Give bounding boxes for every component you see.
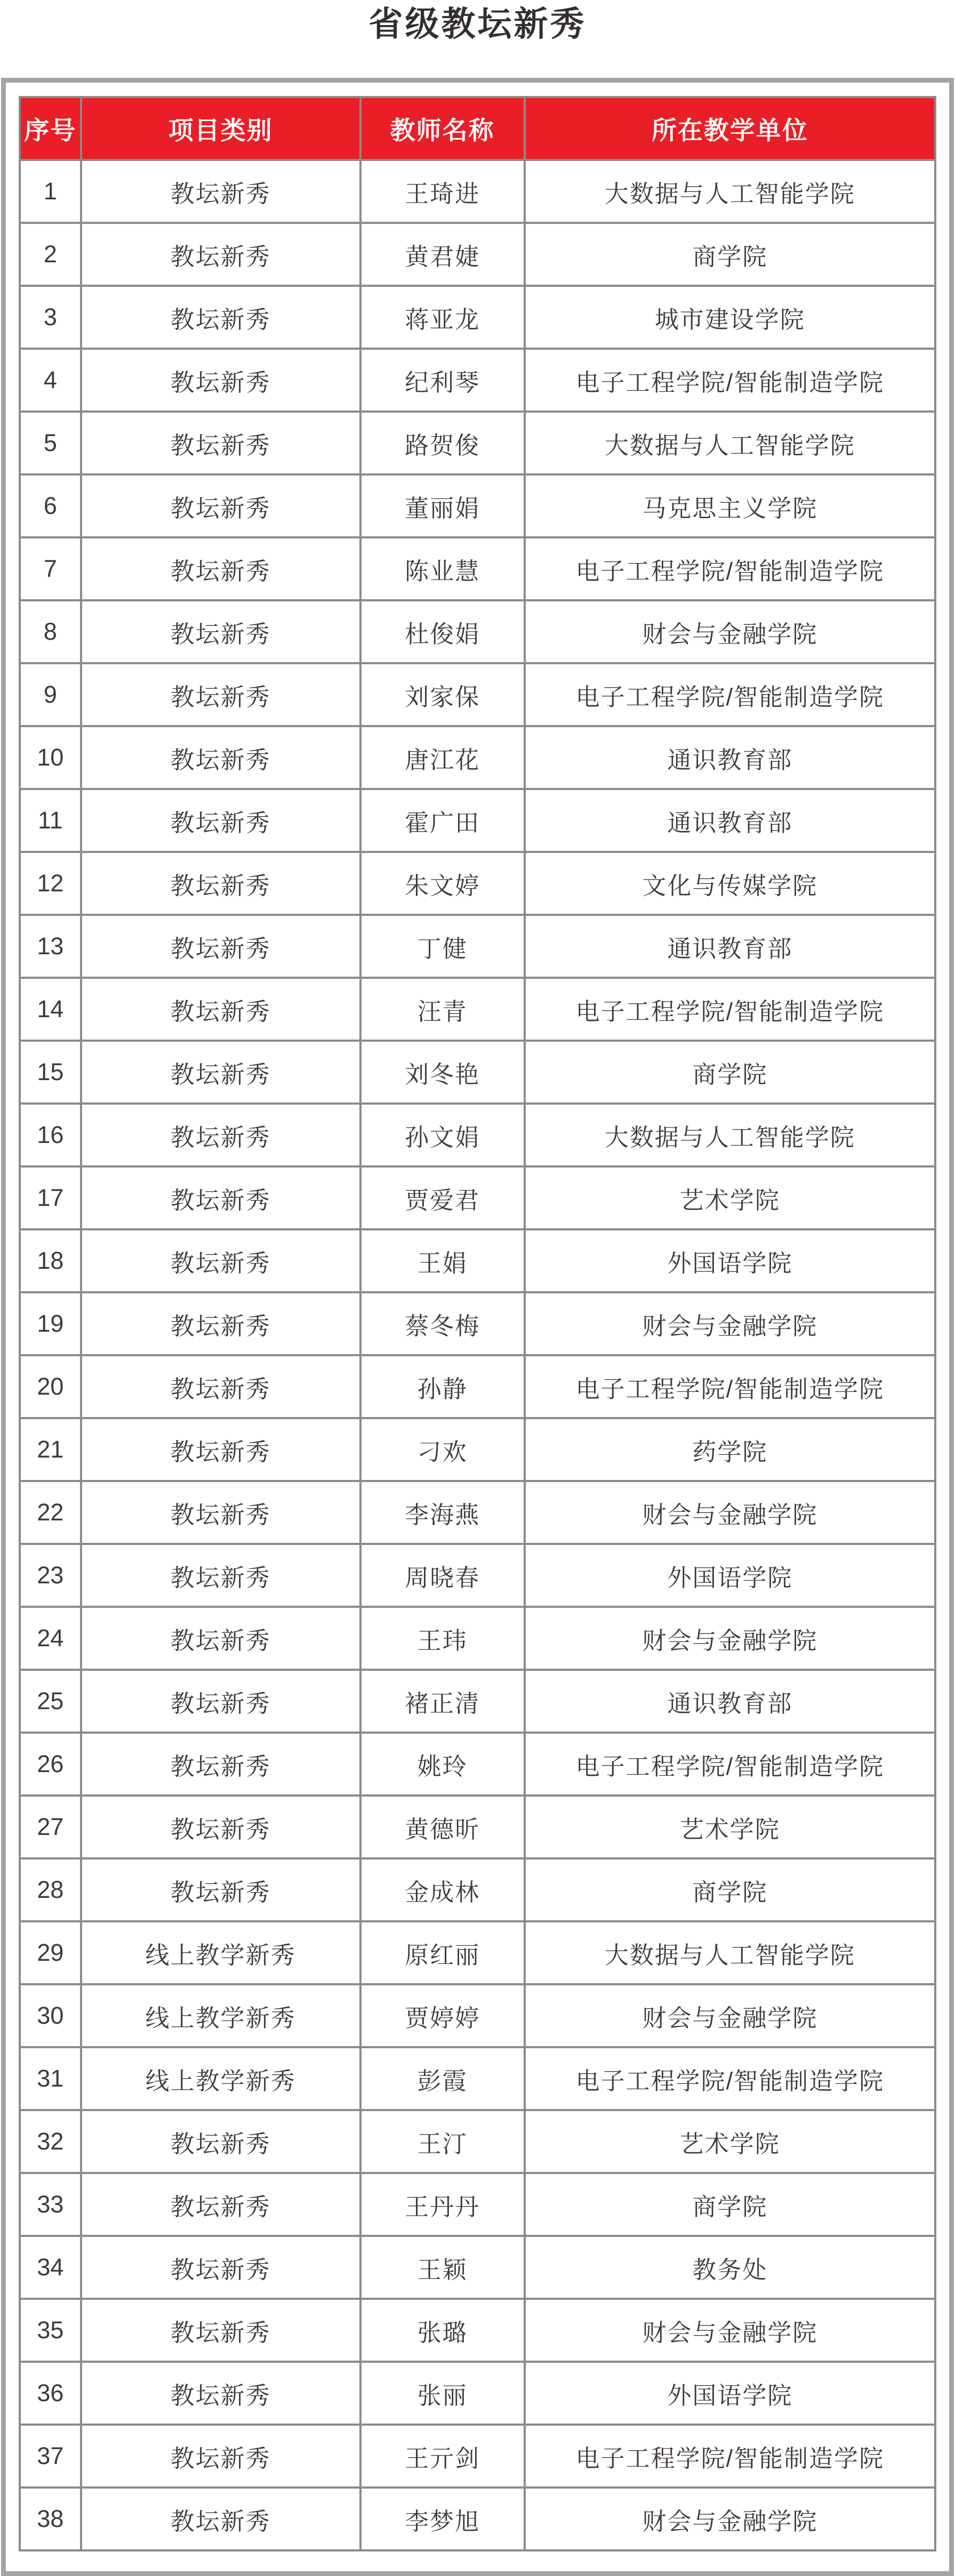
- unit-cell: 商学院: [525, 223, 935, 286]
- category-cell: 教坛新秀: [81, 2299, 360, 2362]
- unit-cell: 电子工程学院/智能制造学院: [525, 537, 935, 600]
- row-number-cell: 1: [20, 160, 81, 223]
- header-row: [20, 97, 935, 160]
- teacher-name-cell: 蔡冬梅: [360, 1292, 525, 1355]
- teacher-name-cell: 褚正清: [360, 1670, 525, 1733]
- unit-cell: 艺术学院: [525, 2110, 935, 2173]
- category-cell: 教坛新秀: [81, 978, 360, 1041]
- row-number-cell: 11: [20, 789, 81, 852]
- unit-cell: 艺术学院: [525, 1166, 935, 1229]
- unit-cell: 大数据与人工智能学院: [525, 412, 935, 474]
- category-cell: 教坛新秀: [81, 1166, 360, 1229]
- row-number-cell: 4: [20, 349, 81, 412]
- row-number-cell: 27: [20, 1796, 81, 1858]
- row-number-cell: 33: [20, 2173, 81, 2236]
- category-cell: 教坛新秀: [81, 1733, 360, 1796]
- row-number-cell: 3: [20, 286, 81, 349]
- teacher-name-cell: 陈业慧: [360, 537, 525, 600]
- category-cell: 教坛新秀: [81, 915, 360, 978]
- category-cell: 教坛新秀: [81, 663, 360, 726]
- unit-cell: 电子工程学院/智能制造学院: [525, 1355, 935, 1418]
- teacher-name-cell: 周晓春: [360, 1544, 525, 1607]
- teacher-name-cell: 李梦旭: [360, 2488, 525, 2550]
- unit-cell: 财会与金融学院: [525, 2488, 935, 2550]
- unit-cell: 城市建设学院: [525, 286, 935, 349]
- row-number-cell: 24: [20, 1607, 81, 1670]
- award-table: [19, 96, 936, 2551]
- teacher-name-cell: 金成林: [360, 1858, 525, 1921]
- row-number-cell: 37: [20, 2425, 81, 2488]
- table-body: [20, 160, 935, 2550]
- table-row: [20, 537, 935, 600]
- table-header: [20, 97, 935, 160]
- category-cell: 教坛新秀: [81, 1355, 360, 1418]
- unit-cell: 马克思主义学院: [525, 474, 935, 537]
- row-number-cell: 23: [20, 1544, 81, 1607]
- teacher-name-cell: 王琦进: [360, 160, 525, 223]
- category-cell: 教坛新秀: [81, 1481, 360, 1544]
- category-cell: 线上教学新秀: [81, 2047, 360, 2110]
- category-cell: 教坛新秀: [81, 1104, 360, 1166]
- table-row: [20, 978, 935, 1041]
- category-cell: 教坛新秀: [81, 2236, 360, 2299]
- unit-cell: 财会与金融学院: [525, 1607, 935, 1670]
- unit-cell: 通识教育部: [525, 1670, 935, 1733]
- teacher-name-cell: 王汀: [360, 2110, 525, 2173]
- category-cell: 教坛新秀: [81, 1858, 360, 1921]
- teacher-name-cell: 孙静: [360, 1355, 525, 1418]
- category-cell: 教坛新秀: [81, 852, 360, 915]
- row-number-cell: 29: [20, 1921, 81, 1984]
- teacher-name-cell: 刁欢: [360, 1418, 525, 1481]
- unit-cell: 大数据与人工智能学院: [525, 1104, 935, 1166]
- row-number-cell: 17: [20, 1166, 81, 1229]
- unit-cell: 财会与金融学院: [525, 1481, 935, 1544]
- row-number-cell: 8: [20, 600, 81, 663]
- table-row: [20, 2173, 935, 2236]
- teacher-name-cell: 贾爱君: [360, 1166, 525, 1229]
- table-row: [20, 223, 935, 286]
- row-number-cell: 16: [20, 1104, 81, 1166]
- teacher-name-cell: 贾婷婷: [360, 1984, 525, 2047]
- teacher-name-cell: 霍广田: [360, 789, 525, 852]
- category-cell: 教坛新秀: [81, 474, 360, 537]
- table-row: [20, 915, 935, 978]
- row-number-cell: 31: [20, 2047, 81, 2110]
- row-number-cell: 2: [20, 223, 81, 286]
- teacher-name-cell: 董丽娟: [360, 474, 525, 537]
- table-row: [20, 2362, 935, 2425]
- teacher-name-cell: 路贺俊: [360, 412, 525, 474]
- unit-cell: 外国语学院: [525, 1229, 935, 1292]
- page-title: 省级教坛新秀: [368, 5, 587, 43]
- teacher-name-cell: 杜俊娟: [360, 600, 525, 663]
- unit-cell: 大数据与人工智能学院: [525, 1921, 935, 1984]
- table-row: [20, 1921, 935, 1984]
- unit-cell: 电子工程学院/智能制造学院: [525, 1733, 935, 1796]
- table-row: [20, 160, 935, 223]
- table-row: [20, 1229, 935, 1292]
- category-cell: 教坛新秀: [81, 537, 360, 600]
- unit-cell: 财会与金融学院: [525, 2299, 935, 2362]
- table-row: [20, 1984, 935, 2047]
- table-row: [20, 663, 935, 726]
- teacher-name-cell: 孙文娟: [360, 1104, 525, 1166]
- table-row: [20, 1670, 935, 1733]
- table-row: [20, 349, 935, 412]
- table-row: [20, 2299, 935, 2362]
- category-cell: 教坛新秀: [81, 1418, 360, 1481]
- teacher-name-cell: 张丽: [360, 2362, 525, 2425]
- teacher-name-cell: 彭霞: [360, 2047, 525, 2110]
- table-row: [20, 2110, 935, 2173]
- table-row: [20, 1166, 935, 1229]
- table-row: [20, 1292, 935, 1355]
- row-number-cell: 35: [20, 2299, 81, 2362]
- unit-cell: 外国语学院: [525, 1544, 935, 1607]
- category-cell: 教坛新秀: [81, 160, 360, 223]
- teacher-name-cell: 王娟: [360, 1229, 525, 1292]
- category-cell: 教坛新秀: [81, 2488, 360, 2550]
- unit-cell: 电子工程学院/智能制造学院: [525, 978, 935, 1041]
- table-row: [20, 2236, 935, 2299]
- teacher-name-cell: 朱文婷: [360, 852, 525, 915]
- teacher-name-cell: 蒋亚龙: [360, 286, 525, 349]
- row-number-cell: 20: [20, 1355, 81, 1418]
- row-number-cell: 9: [20, 663, 81, 726]
- row-number-cell: 22: [20, 1481, 81, 1544]
- table-row: [20, 1796, 935, 1858]
- teacher-name-cell: 纪利琴: [360, 349, 525, 412]
- unit-cell: 文化与传媒学院: [525, 852, 935, 915]
- category-cell: 教坛新秀: [81, 2173, 360, 2236]
- unit-cell: 通识教育部: [525, 789, 935, 852]
- table-row: [20, 1544, 935, 1607]
- category-cell: 教坛新秀: [81, 2110, 360, 2173]
- teacher-name-cell: 王玮: [360, 1607, 525, 1670]
- unit-cell: 大数据与人工智能学院: [525, 160, 935, 223]
- table-row: [20, 1607, 935, 1670]
- category-cell: 线上教学新秀: [81, 1921, 360, 1984]
- category-cell: 教坛新秀: [81, 1796, 360, 1858]
- table-row: [20, 600, 935, 663]
- table-row: [20, 474, 935, 537]
- row-number-cell: 36: [20, 2362, 81, 2425]
- row-number-cell: 26: [20, 1733, 81, 1796]
- teacher-name-cell: 丁健: [360, 915, 525, 978]
- teacher-name-cell: 原红丽: [360, 1921, 525, 1984]
- category-cell: 教坛新秀: [81, 286, 360, 349]
- row-number-cell: 12: [20, 852, 81, 915]
- table-row: [20, 1355, 935, 1418]
- table-row: [20, 789, 935, 852]
- category-cell: 教坛新秀: [81, 789, 360, 852]
- category-cell: 教坛新秀: [81, 1292, 360, 1355]
- row-number-cell: 18: [20, 1229, 81, 1292]
- table-row: [20, 1418, 935, 1481]
- unit-cell: 通识教育部: [525, 915, 935, 978]
- unit-cell: 财会与金融学院: [525, 1292, 935, 1355]
- teacher-name-cell: 刘家保: [360, 663, 525, 726]
- row-number-cell: 13: [20, 915, 81, 978]
- table-row: [20, 2488, 935, 2550]
- row-number-cell: 21: [20, 1418, 81, 1481]
- table-row: [20, 2047, 935, 2110]
- table-row: [20, 1041, 935, 1104]
- unit-cell: 商学院: [525, 1858, 935, 1921]
- teacher-name-cell: 刘冬艳: [360, 1041, 525, 1104]
- row-number-cell: 10: [20, 726, 81, 789]
- table-row: [20, 286, 935, 349]
- header-cell-category: 项目类别: [81, 97, 360, 160]
- row-number-cell: 7: [20, 537, 81, 600]
- unit-cell: 商学院: [525, 2173, 935, 2236]
- row-number-cell: 32: [20, 2110, 81, 2173]
- category-cell: 教坛新秀: [81, 412, 360, 474]
- table-row: [20, 1858, 935, 1921]
- row-number-cell: 38: [20, 2488, 81, 2550]
- unit-cell: 财会与金融学院: [525, 600, 935, 663]
- unit-cell: 教务处: [525, 2236, 935, 2299]
- unit-cell: 财会与金融学院: [525, 1984, 935, 2047]
- table-row: [20, 1733, 935, 1796]
- table-row: [20, 1104, 935, 1166]
- category-cell: 教坛新秀: [81, 600, 360, 663]
- unit-cell: 艺术学院: [525, 1796, 935, 1858]
- row-number-cell: 6: [20, 474, 81, 537]
- row-number-cell: 15: [20, 1041, 81, 1104]
- category-cell: 教坛新秀: [81, 1229, 360, 1292]
- category-cell: 教坛新秀: [81, 1041, 360, 1104]
- row-number-cell: 14: [20, 978, 81, 1041]
- teacher-name-cell: 王丹丹: [360, 2173, 525, 2236]
- table-row: [20, 1481, 935, 1544]
- row-number-cell: 19: [20, 1292, 81, 1355]
- row-number-cell: 5: [20, 412, 81, 474]
- header-cell-unit: 所在教学单位: [525, 97, 935, 160]
- row-number-cell: 28: [20, 1858, 81, 1921]
- unit-cell: 通识教育部: [525, 726, 935, 789]
- table-row: [20, 726, 935, 789]
- unit-cell: 电子工程学院/智能制造学院: [525, 349, 935, 412]
- category-cell: 教坛新秀: [81, 1544, 360, 1607]
- table-row: [20, 2425, 935, 2488]
- unit-cell: 商学院: [525, 1041, 935, 1104]
- teacher-name-cell: 黄君婕: [360, 223, 525, 286]
- category-cell: 教坛新秀: [81, 1607, 360, 1670]
- teacher-name-cell: 王亓剑: [360, 2425, 525, 2488]
- teacher-name-cell: 王颖: [360, 2236, 525, 2299]
- row-number-cell: 34: [20, 2236, 81, 2299]
- teacher-name-cell: 唐江花: [360, 726, 525, 789]
- header-cell-teacher: 教师名称: [360, 97, 525, 160]
- unit-cell: 电子工程学院/智能制造学院: [525, 2425, 935, 2488]
- teacher-name-cell: 汪青: [360, 978, 525, 1041]
- category-cell: 教坛新秀: [81, 223, 360, 286]
- unit-cell: 电子工程学院/智能制造学院: [525, 2047, 935, 2110]
- teacher-name-cell: 姚玲: [360, 1733, 525, 1796]
- table-row: [20, 412, 935, 474]
- header-cell-index: 序号: [20, 97, 81, 160]
- table-row: [20, 852, 935, 915]
- row-number-cell: 25: [20, 1670, 81, 1733]
- category-cell: 教坛新秀: [81, 1670, 360, 1733]
- teacher-name-cell: 黄德昕: [360, 1796, 525, 1858]
- unit-cell: 电子工程学院/智能制造学院: [525, 663, 935, 726]
- category-cell: 教坛新秀: [81, 2362, 360, 2425]
- category-cell: 教坛新秀: [81, 726, 360, 789]
- teacher-name-cell: 张璐: [360, 2299, 525, 2362]
- unit-cell: 外国语学院: [525, 2362, 935, 2425]
- teacher-name-cell: 李海燕: [360, 1481, 525, 1544]
- category-cell: 教坛新秀: [81, 2425, 360, 2488]
- row-number-cell: 30: [20, 1984, 81, 2047]
- category-cell: 线上教学新秀: [81, 1984, 360, 2047]
- category-cell: 教坛新秀: [81, 349, 360, 412]
- unit-cell: 药学院: [525, 1418, 935, 1481]
